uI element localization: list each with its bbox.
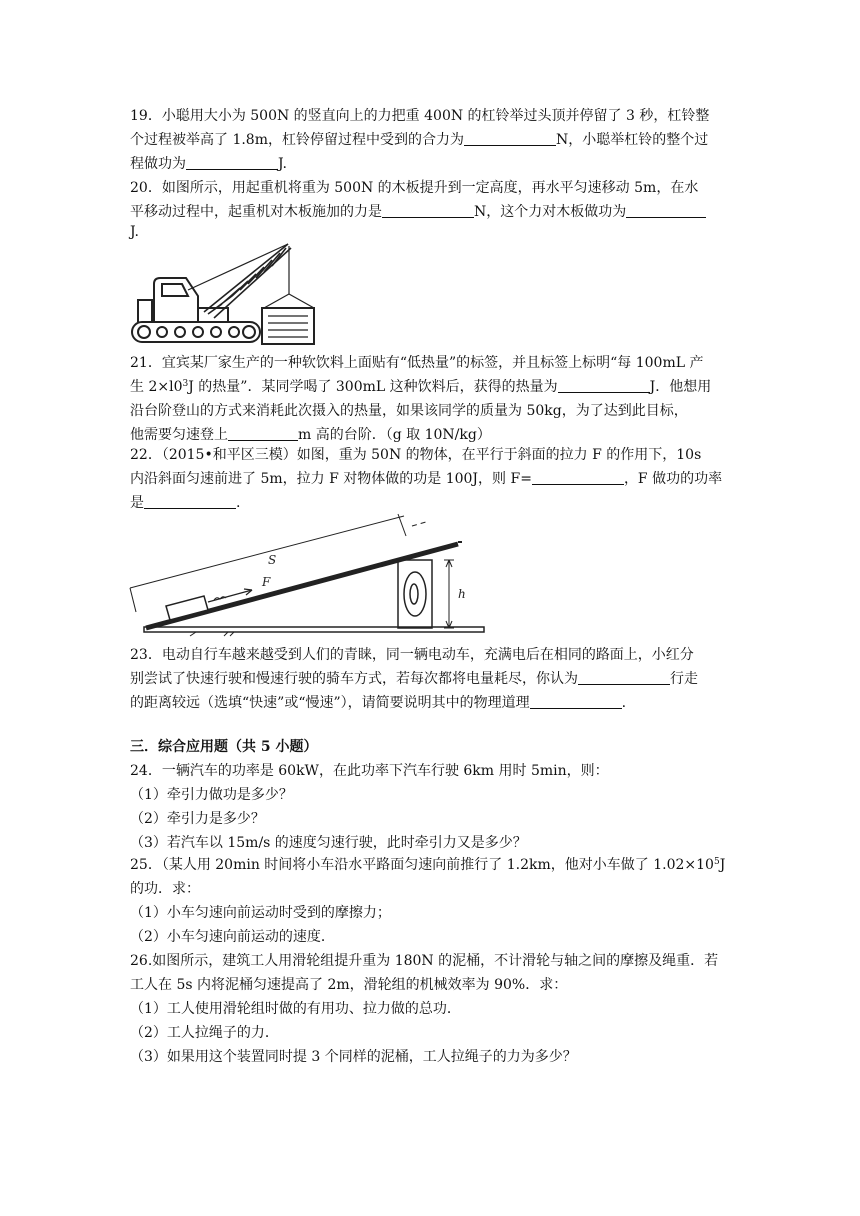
- q19-line-2: 个过程被举高了 1.8m，杠铃停留过程中受到的合力为 N，小聪举杠铃的整个过: [130, 132, 709, 148]
- crane-figure: [128, 238, 328, 348]
- q24-line-1: 24．一辆汽车的功率是 60kW，在此功率下汽车行驶 6km 用时 5min，则：: [130, 763, 609, 779]
- q24-line-4: （3）若汽车以 15m/s 的速度匀速行驶，此时牵引力又是多少？: [130, 835, 527, 851]
- q24-line-3: （2）牵引力是多少？: [130, 811, 265, 827]
- crane-boom: [188, 244, 291, 318]
- q20-line-3: J.: [130, 224, 139, 240]
- q25-line-3: （1）小车匀速向前运动时受到的摩擦力；: [130, 905, 391, 921]
- q26-line-2: 工人在 5s 内将泥桶匀速提高了 2m，滑轮组的机械效率为 90%．求：: [130, 977, 568, 993]
- q24-line-2: （1）牵引力做功是多少？: [130, 787, 293, 803]
- answer-blank[interactable]: [228, 426, 298, 441]
- answer-blank[interactable]: [558, 378, 650, 393]
- incline-base-board: [144, 627, 484, 632]
- q23-line-3: 的距离较远（选填“快速”或“慢速”），请简要说明其中的物理道理 .: [130, 695, 627, 711]
- q25-line-2: 的功．求：: [130, 881, 200, 897]
- section-heading: 三．综合应用题（共 5 小题）: [130, 739, 318, 755]
- crane-tracks: [132, 322, 260, 342]
- answer-blank[interactable]: [382, 203, 474, 218]
- q21-line-1: 21．宜宾某厂家生产的一种软饮料上面贴有“低热量”的标签，并且标签上标明“每 100mL 产: [130, 355, 704, 371]
- q22-line-1: 22．（2015•和平区三模）如图，重为 50N 的物体，在平行于斜面的拉力 F 的作用下，10s: [130, 447, 702, 463]
- label-f: F: [262, 575, 271, 589]
- q26-line-1: 26.如图所示，建筑工人用滑轮组提升重为 180N 的泥桶，不计滑轮与轴之间的摩擦及绳重．若: [130, 953, 719, 969]
- q26-line-4: （2）工人拉绳子的力．: [130, 1025, 279, 1041]
- q20-line-1: 20．如图所示，用起重机将重为 500N 的木板提升到一定高度，再水平匀速移动 5m，在水: [130, 180, 699, 196]
- q21-line-4: 他需要匀速登上 m 高的台阶．（g 取 10N/kg）: [130, 427, 491, 443]
- q21-line-3: 沿台阶登山的方式来消耗此次摄入的热量，如果该同学的质量为 50kg，为了达到此目标，: [130, 403, 688, 419]
- q25-line-1: 25．（某人用 20min 时间将小车沿水平路面匀速向前推行了 1.2km，他对小车做了 $1.02\times 10^5J$: [130, 857, 726, 873]
- height-h-dimension: [444, 560, 454, 628]
- q22-line-2: 内沿斜面匀速前进了 5m，拉力 F 对物体做的功是 100J，则 F= ，F 做功的功率: [130, 471, 723, 487]
- q19-line-3: 程做功为 J.: [130, 156, 287, 172]
- q25-line-4: （2）小车匀速向前运动的速度．: [130, 929, 335, 945]
- q20-line-2: 平移动过程中，起重机对木板施加的力是 N，这个力对木板做功为: [130, 203, 706, 222]
- q26-line-5: （3）如果用这个装置同时提 3 个同样的泥桶，工人拉绳子的力为多少？: [130, 1049, 577, 1065]
- incline-figure: [126, 512, 488, 640]
- q19-line-1: 19．小聪用大小为 500N 的竖直向上的力把重 400N 的杠铃举过头顶并停留了 3 秒，杠铃整: [130, 108, 710, 124]
- q23-line-1: 23．电动自行车越来越受到人们的青睐，同一辆电动车，充满电后在相同的路面上，小红分: [130, 647, 694, 663]
- incline-support-block: [398, 560, 432, 628]
- label-s: S: [268, 553, 277, 567]
- answer-blank[interactable]: [144, 494, 236, 509]
- crane-cab: [138, 278, 228, 322]
- crane-hook-and-board: [262, 246, 314, 344]
- answer-blank[interactable]: [626, 203, 706, 218]
- q23-line-2: 别尝试了快速行驶和慢速行驶的骑车方式，若每次都将电量耗尽，你认为 行走: [130, 671, 698, 687]
- answer-blank[interactable]: [186, 155, 278, 170]
- q21-line-2: 生 $2\times l0^3J$ 的热量”．某同学喝了 300mL 这种饮料后，获得的热量为 J．他想用: [130, 379, 712, 395]
- answer-blank[interactable]: [464, 131, 556, 146]
- answer-blank[interactable]: [532, 470, 624, 485]
- label-h: h: [458, 587, 466, 601]
- answer-blank[interactable]: [578, 670, 670, 685]
- q22-line-3: 是 .: [130, 495, 241, 511]
- q26-line-3: （1）工人使用滑轮组时做的有用功、拉力做的总功．: [130, 1001, 461, 1017]
- answer-blank[interactable]: [530, 694, 622, 709]
